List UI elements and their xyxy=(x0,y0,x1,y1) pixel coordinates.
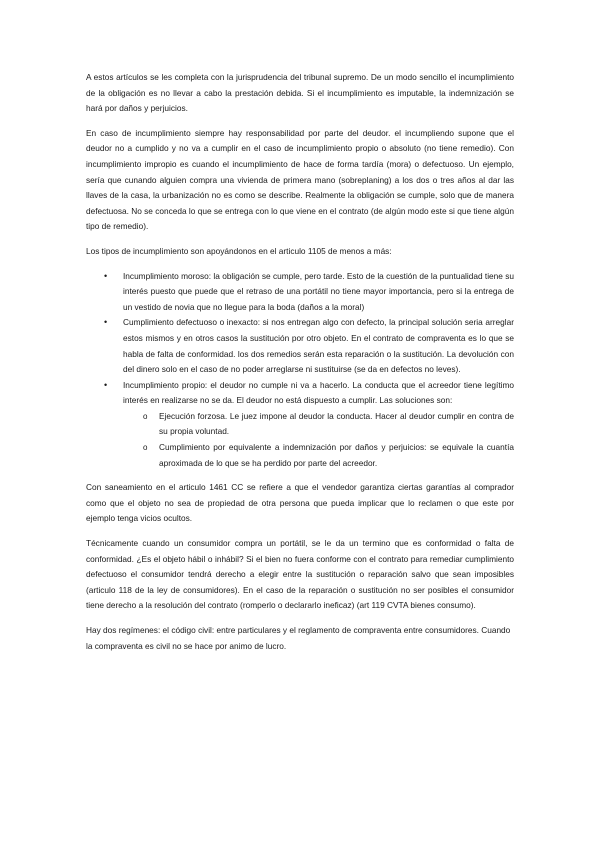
sublist-item-text: Cumplimiento por equivalente a indemnización por daños y perjuicios: se equivale la cuantía aproximada de lo que se ha perdido por parte del acreedor. xyxy=(159,442,514,468)
paragraph-4: Con saneamiento en el articulo 1461 CC se refiere a que el vendedor garantiza ciertas garantías al comprador como que el objeto no sea de propiedad de otra persona que pueda implicar que lo reclamen o que este por ejemplo tenga vicios ocultos. xyxy=(86,482,514,524)
paragraph-5: Técnicamente cuando un consumidor compra un portátil, se le da un termino que es conformidad o falta de conformidad. ¿Es el objeto hábil o inhábil? Si el bien no fuera conforme con el contrato para remediar cumplimiento defectuoso el consumidor tendrá derecho a elegir entre la sustitución o reparación salvo que sean imposibles (articulo 118 de la ley de consumidores). En el caso de la reparación o sustitución no ser posibles el consumidor tiene derecho a la resolución del contrato (romperlo o declararlo ineficaz) (art 119 CVTA bienes consumo). xyxy=(86,538,514,611)
bullet-icon: • xyxy=(104,270,108,281)
paragraph-2: En caso de incumplimiento siempre hay responsabilidad por parte del deudor. el incumpliendo supone que el deudor no a cumplido y no va a cumplir en el caso de incumplimiento propio o absoluto (no tiene remedio). Con incumplimiento impropio es cuando el incumplimiento de hace de forma tardía (mora) o defectuoso. Un ejemplo, sería que cunando alguien compra una vivienda de primera mano (sobreplaning) a los dos o tres años al dar las llaves de la casa, la urbanización no es como se describe. Realmente la obligación se cumple, solo que de manera defectuosa. No se conceda lo que se entrega con lo que viene en el contrato (de algún modo este si que tiene algún tipo de remedio). xyxy=(86,127,514,232)
circle-marker-icon: o xyxy=(143,443,148,453)
bullet-icon: • xyxy=(104,317,108,328)
incumplimiento-types-list xyxy=(86,269,514,472)
list-item xyxy=(86,378,514,472)
document-body xyxy=(86,70,514,663)
sublist-item-text: Ejecución forzosa. Le juez impone al deudor la conducta. Hacer al deudor cumplir en contra de su propia voluntad. xyxy=(159,410,514,437)
bullet-icon: • xyxy=(104,379,108,390)
sublist-item xyxy=(123,409,514,440)
paragraph-1: A estos artículos se les completa con la jurisprudencia del tribunal supremo. De un modo sencillo el incumplimiento de la obligación es no llevar a cabo la prestación debida. Si el incumplimiento es imputable, la indemnización se hará por daños y perjuicios. xyxy=(86,72,514,114)
paragraph-3: Los tipos de incumplimiento son apoyándonos en el articulo 1105 de menos a más: xyxy=(86,245,392,256)
list-item-text: Incumplimiento propio: el deudor no cumple ni va a hacerlo. La conducta que el acreedor tiene legítimo interés en realizarse no se da. El deudor no está dispuesto a cumplir. Las soluciones son: xyxy=(123,379,514,406)
list-item xyxy=(86,315,514,377)
list-item-text: Incumplimiento moroso: la obligación se cumple, pero tarde. Esto de la cuestión de la puntualidad tiene su interés puesto que puede que el retraso de una portátil no tiene mayor importancia, pero si la entrega de un vestido de novia que no llegue para la boda (daños a la moral) xyxy=(123,270,514,312)
sublist-item xyxy=(123,440,514,471)
solutions-sublist xyxy=(123,409,514,471)
list-item xyxy=(86,269,514,316)
circle-marker-icon: o xyxy=(143,411,148,421)
list-item-text: Cumplimiento defectuoso o inexacto: si nos entregan algo con defecto, la principal solución seria arreglar estos mismos y en otros casos la sustitución por otro objeto. En el contrato de compraventa es lo que se habla de falta de conformidad. los dos remedios serán esta reparación o la sustitución. La devolución con del dinero solo en el caso de no poder arreglarse ni sustituirse (se da en defectos no leves). xyxy=(123,317,514,375)
paragraph-6: Hay dos regímenes: el código civil: entre particulares y el reglamento de compraventa entre consumidores. Cuando la compraventa es civil no se hace por animo de lucro. xyxy=(86,625,511,651)
